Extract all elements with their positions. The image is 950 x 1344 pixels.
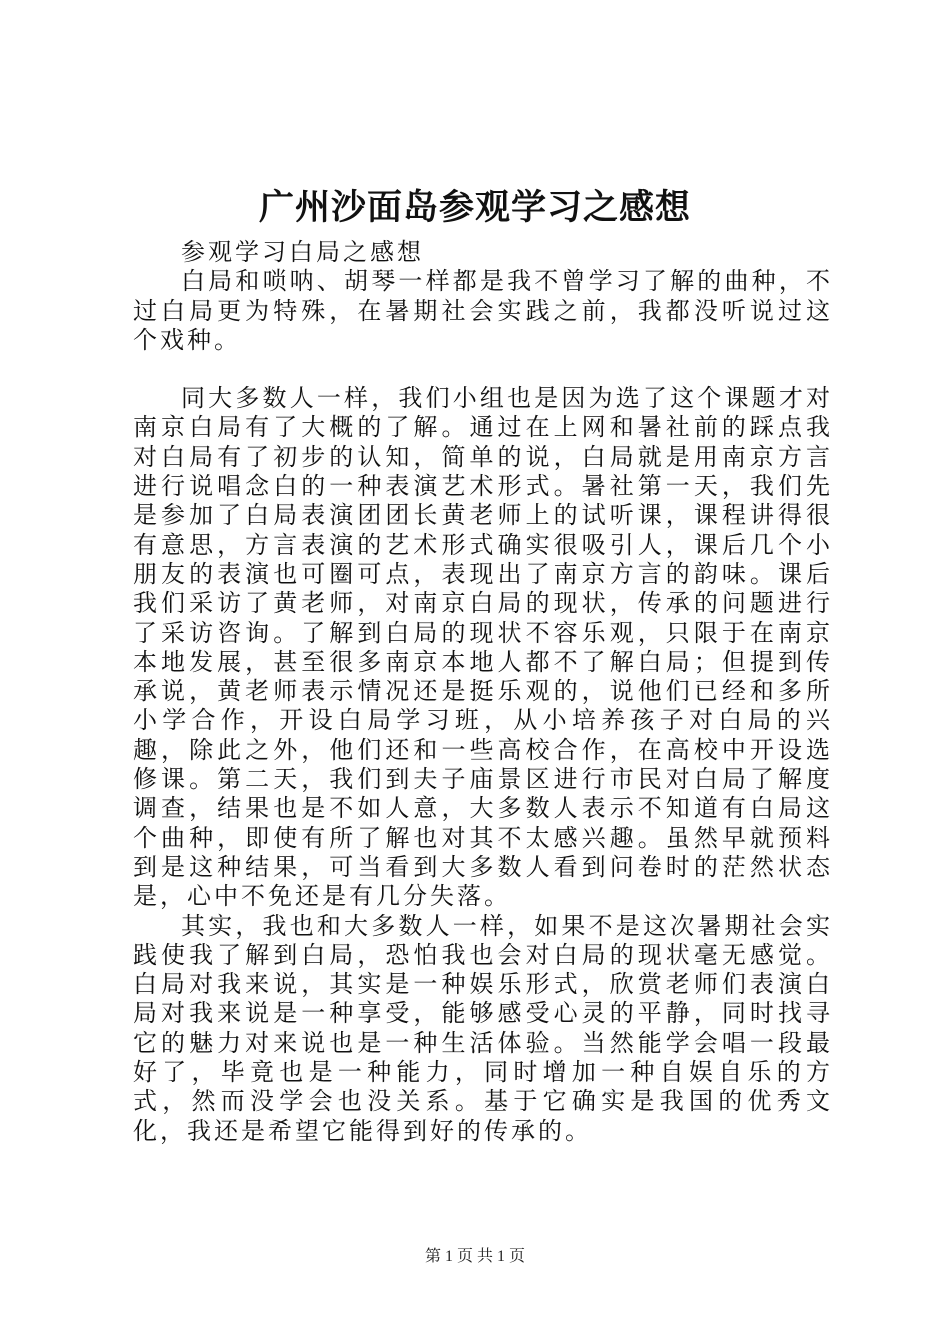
page-footer: 第 1 页 共 1 页 <box>424 1248 525 1265</box>
paragraph-1: 白局和唢呐、胡琴一样都是我不曾学习了解的曲种，不过白局更为特殊，在暑期社会实践之前，我都没听说过这个戏种。 <box>133 267 833 354</box>
document-subtitle: 参观学习白局之感想 <box>181 238 424 266</box>
paragraph-spacer <box>133 355 833 384</box>
paragraph-2: 同大多数人一样，我们小组也是因为选了这个课题才对南京白局有了大概的了解。通过在上网和暑社前的踩点我对白局有了初步的认知，简单的说，白局就是用南京方言进行说唱念白的一种表演艺术形式。暑社第一天，我们先是参加了白局表演团团长黄老师上的试听课，课程讲得很有意思，方言表演的艺术形式确实很吸引人，课后几个小朋友的表演也可圈可点，表现出了南京方言的韵味。课后我们采访了黄老师，对南京白局的现状，传承的问题进行了采访咨询。了解到白局的现状不容乐观，只限于在南京本地发展，甚至很多南京本地人都不了解白局；但提到传承说，黄老师表示情况还是挺乐观的，说他们已经和多所小学合作，开设白局学习班，从小培养孩子对白局的兴趣，除此之外，他们还和一些高校合作，在高校中开设选修课。第二天，我们到夫子庙景区进行市民对白局了解度调查，结果也是不如人意，大多数人表示不知道有白局这个曲种，即使有所了解也对其不太感兴趣。虽然早就预料到是这种结果，可当看到大多数人看到问卷时的茫然状态是，心中不免还是有几分失落。 <box>133 384 833 911</box>
document-title: 广州沙面岛参观学习之感想 <box>258 187 691 228</box>
paragraph-3: 其实，我也和大多数人一样，如果不是这次暑期社会实践使我了解到白局，恐怕我也会对白局的现状毫无感觉。白局对我来说，其实是一种娱乐形式，欣赏老师们表演白局对我来说是一种享受，能够感受心灵的平静，同时找寻它的魅力对来说也是一种生活体验。当然能学会唱一段最好了，毕竟也是一种能力，同时增加一种自娱自乐的方式，然而没学会也没关系。基于它确实是我国的优秀文化，我还是希望它能得到好的传承的。 <box>133 911 833 1145</box>
document-body <box>133 238 833 1146</box>
